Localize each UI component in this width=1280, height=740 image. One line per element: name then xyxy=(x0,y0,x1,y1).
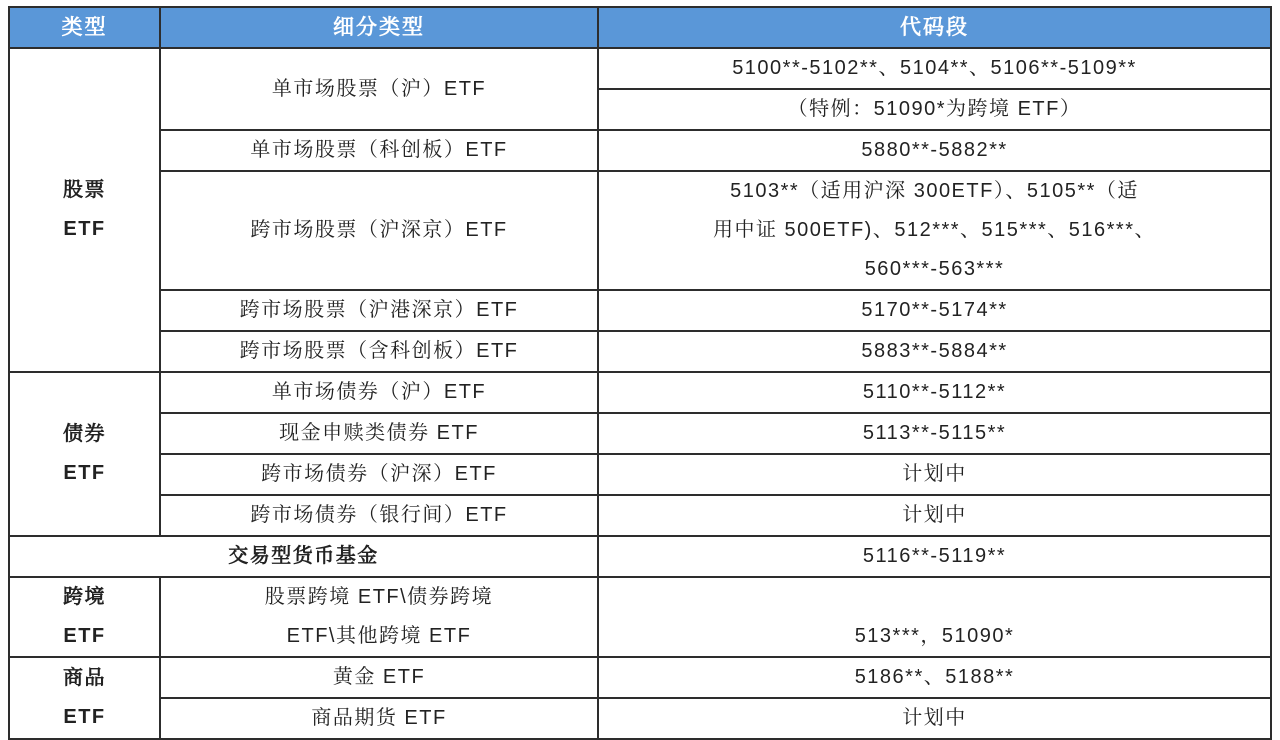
header-code: 代码段 xyxy=(598,7,1271,48)
code-cell: 计划中 xyxy=(598,454,1271,495)
subtype-cell: 跨市场股票（沪深京）ETF xyxy=(160,171,598,290)
category-cross-border-etf: 跨境 ETF xyxy=(9,577,160,657)
subtype-cell: 单市场股票（沪）ETF xyxy=(160,48,598,130)
code-cell: 5103**（适用沪深 300ETF）、5105**（适 用中证 500ETF)、512***、515***、516***、 560***-563*** xyxy=(598,171,1271,290)
subtype-cell: 黄金 ETF xyxy=(160,657,598,698)
table-row xyxy=(9,331,1271,372)
subtype-cell: 商品期货 ETF xyxy=(160,698,598,739)
table-row xyxy=(9,372,1271,413)
table-row xyxy=(9,698,1271,739)
table-row xyxy=(9,130,1271,171)
code-cell: 5883**-5884** xyxy=(598,331,1271,372)
code-cell: 5170**-5174** xyxy=(598,290,1271,331)
category-money-fund: 交易型货币基金 xyxy=(9,536,598,577)
subtype-cell: 单市场债券（沪）ETF xyxy=(160,372,598,413)
code-cell: 计划中 xyxy=(598,495,1271,536)
table-row xyxy=(9,454,1271,495)
subtype-cell: 单市场股票（科创板）ETF xyxy=(160,130,598,171)
header-row xyxy=(9,7,1271,48)
table-row xyxy=(9,536,1271,577)
table-row xyxy=(9,657,1271,698)
table-row xyxy=(9,495,1271,536)
code-note-cell: （特例：51090*为跨境 ETF） xyxy=(598,89,1271,130)
header-type: 类型 xyxy=(9,7,160,48)
code-cell: 5100**-5102**、5104**、5106**-5109** xyxy=(598,48,1271,89)
subtype-cell: 股票跨境 ETF\债券跨境 ETF\其他跨境 ETF xyxy=(160,577,598,657)
table-row xyxy=(9,577,1271,617)
code-cell: 5110**-5112** xyxy=(598,372,1271,413)
code-cell: 5113**-5115** xyxy=(598,413,1271,454)
code-cell: 5116**-5119** xyxy=(598,536,1271,577)
category-bond-etf: 债券 ETF xyxy=(9,372,160,536)
category-stock-etf: 股票 ETF xyxy=(9,48,160,372)
code-cell: 5880**-5882** xyxy=(598,130,1271,171)
etf-code-table xyxy=(8,6,1272,740)
table-row xyxy=(9,290,1271,331)
subtype-cell: 跨市场股票（沪港深京）ETF xyxy=(160,290,598,331)
category-commodity-etf: 商品 ETF xyxy=(9,657,160,739)
code-cell: 5186**、5188** xyxy=(598,657,1271,698)
table-row xyxy=(9,413,1271,454)
table-row xyxy=(9,48,1271,89)
table-row xyxy=(9,171,1271,211)
code-cell: 513***，51090* xyxy=(598,577,1271,657)
subtype-cell: 跨市场股票（含科创板）ETF xyxy=(160,331,598,372)
header-subtype: 细分类型 xyxy=(160,7,598,48)
subtype-cell: 跨市场债券（沪深）ETF xyxy=(160,454,598,495)
subtype-cell: 现金申赎类债券 ETF xyxy=(160,413,598,454)
code-cell: 计划中 xyxy=(598,698,1271,739)
subtype-cell: 跨市场债券（银行间）ETF xyxy=(160,495,598,536)
